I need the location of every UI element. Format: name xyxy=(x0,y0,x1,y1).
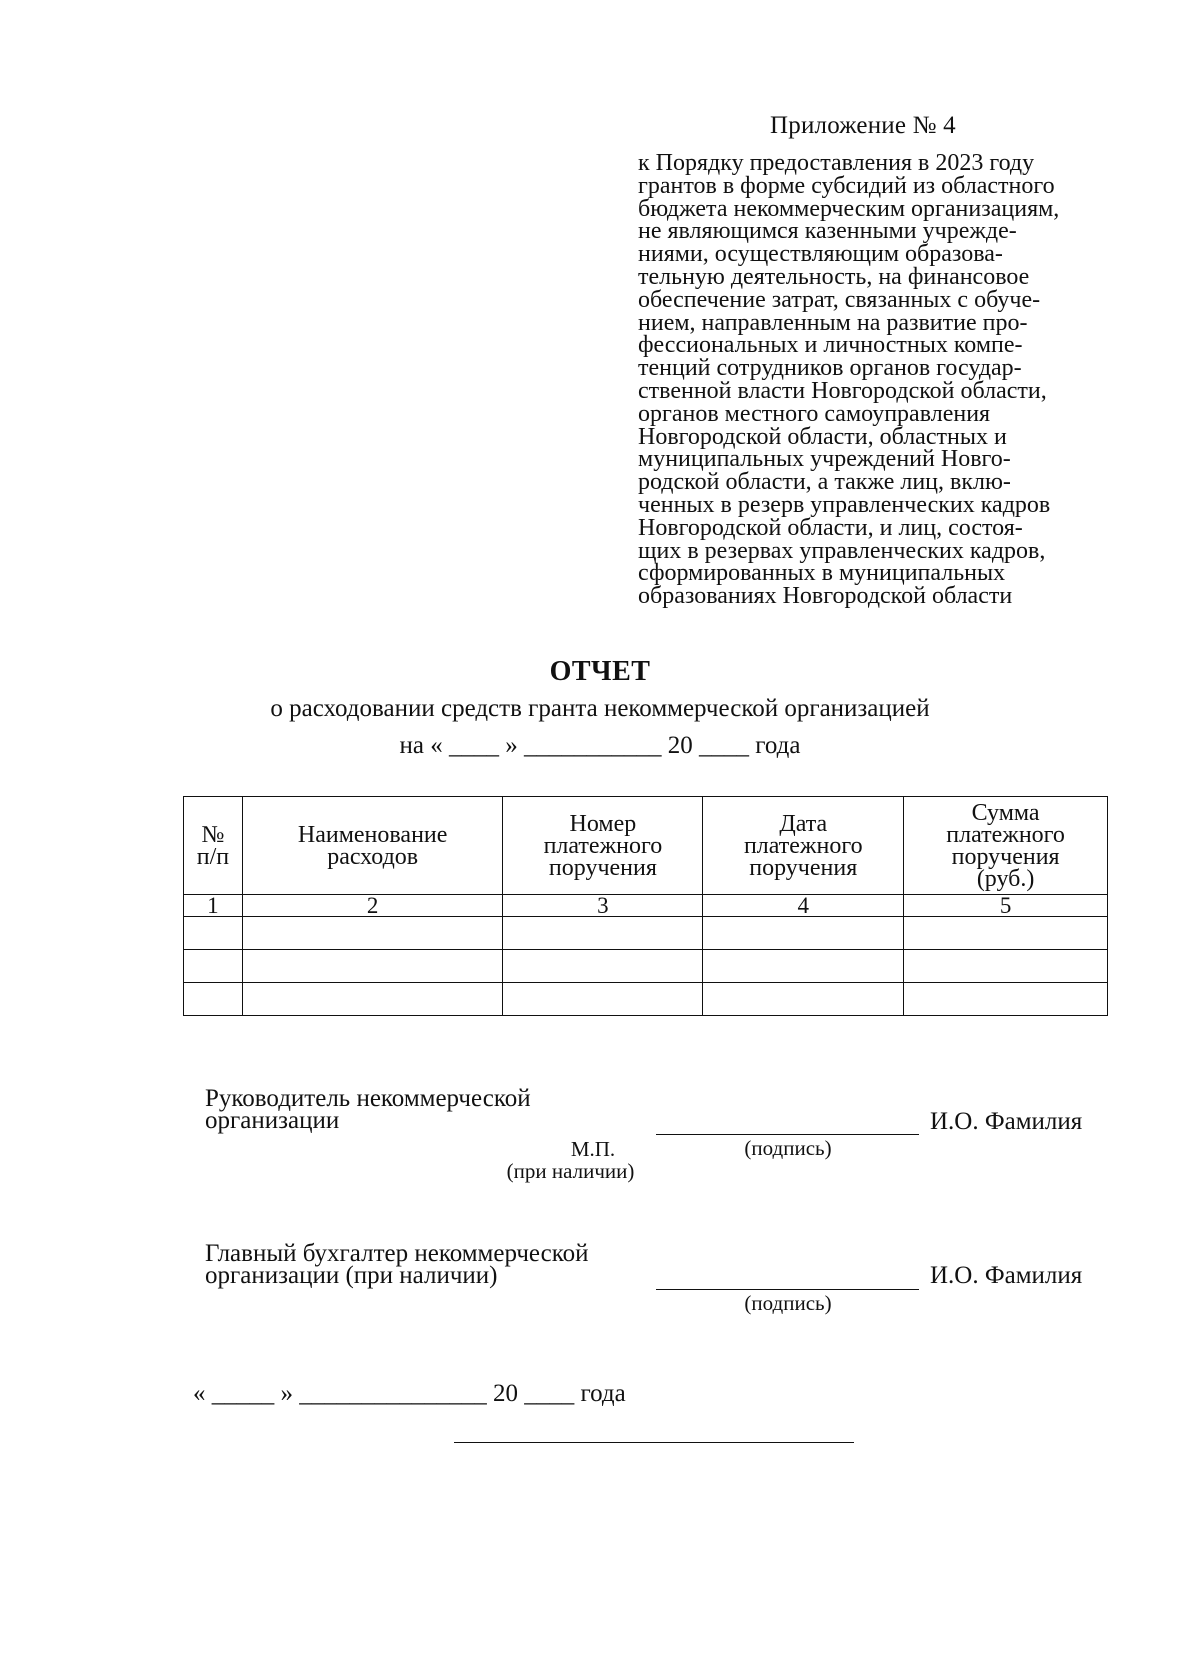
table-cell[interactable] xyxy=(242,917,503,950)
table-cell[interactable] xyxy=(242,950,503,983)
appendix-line: ственной власти Новгородской области, xyxy=(638,377,1047,404)
table-cell[interactable] xyxy=(184,917,243,950)
table-cell[interactable] xyxy=(703,950,904,983)
table-row xyxy=(184,983,1108,1016)
appendix-line: ченных в резерв управленческих кадров xyxy=(638,491,1051,518)
appendix-line: бюджета некоммерческим организациям, xyxy=(638,195,1060,222)
table-cell[interactable] xyxy=(904,983,1108,1016)
table-row xyxy=(184,950,1108,983)
appendix-line: не являющимся казенными учрежде- xyxy=(638,218,1017,245)
table-cell[interactable] xyxy=(184,950,243,983)
table-cell[interactable] xyxy=(503,917,703,950)
table-row xyxy=(184,917,1108,950)
appendix-line: тельную деятельность, на финансовое xyxy=(638,263,1030,290)
table-cell[interactable] xyxy=(703,983,904,1016)
appendix-line: родской области, а также лиц, вклю- xyxy=(638,469,1011,496)
head-signature-caption: (подпись) xyxy=(744,1136,832,1160)
appendix-line: ниями, осуществляющим образова- xyxy=(638,241,1003,268)
expenses-table xyxy=(183,796,1108,1016)
accountant-label-line-1: Главный бухгалтер некоммерческой xyxy=(205,1240,589,1267)
appendix-line: щих в резервах управленческих кадров, xyxy=(638,537,1046,564)
appendix-line: к Порядку предоставления в 2023 году xyxy=(638,150,1035,176)
appendix-body xyxy=(638,152,1108,608)
column-number: 4 xyxy=(703,895,904,917)
table-number-row xyxy=(184,895,1108,917)
head-name: И.О. Фамилия xyxy=(930,1108,1083,1135)
report-title: ОТЧЕТ xyxy=(549,656,651,687)
stamp-note: (при наличии) xyxy=(506,1159,635,1183)
accountant-name: И.О. Фамилия xyxy=(930,1262,1083,1289)
appendix-line: фессиональных и личностных компе- xyxy=(638,332,1023,359)
appendix-line: нием, направленным на развитие про- xyxy=(638,309,1028,336)
appendix-line: обеспечение затрат, связанных с обуче- xyxy=(638,286,1041,313)
column-number: 5 xyxy=(904,895,1108,917)
table-cell[interactable] xyxy=(703,917,904,950)
report-date-line: на « ____ » ___________ 20 ____ года xyxy=(399,732,801,759)
accountant-label-line-2: организации (при наличии) xyxy=(205,1262,498,1289)
stamp-label: М.П. xyxy=(570,1137,616,1161)
column-number: 2 xyxy=(242,895,503,917)
appendix-line: сформированных в муниципальных xyxy=(638,560,1006,587)
appendix-line: Новгородской области, областных и xyxy=(638,423,1007,450)
table-cell[interactable] xyxy=(242,983,503,1016)
table-cell[interactable] xyxy=(184,983,243,1016)
table-cell[interactable] xyxy=(503,983,703,1016)
accountant-signature-caption: (подпись) xyxy=(744,1291,832,1315)
report-subtitle: о расходовании средств гранта некоммерческой организацией xyxy=(270,695,930,722)
table-cell[interactable] xyxy=(503,950,703,983)
header-payment-order-sum: Сумма платежного поручения (руб.) xyxy=(904,797,1108,895)
table-header-row xyxy=(184,797,1108,895)
header-payment-order-date: Дата платежного поручения xyxy=(703,797,904,895)
table-cell[interactable] xyxy=(904,950,1108,983)
end-rule xyxy=(454,1442,854,1443)
accountant-signature-line[interactable] xyxy=(656,1289,919,1290)
appendix-line: тенций сотрудников органов государ- xyxy=(638,355,1022,382)
appendix-line: муниципальных учреждений Новго- xyxy=(638,446,1011,473)
header-expense-name: Наименование расходов xyxy=(242,797,503,895)
header-number: № п/п xyxy=(184,797,243,895)
appendix-line: органов местного самоуправления xyxy=(638,400,991,427)
head-label-line-1: Руководитель некоммерческой xyxy=(205,1085,531,1112)
appendix-line: грантов в форме субсидий из областного xyxy=(638,172,1055,199)
footer-date-line: « _____ » _______________ 20 ____ года xyxy=(193,1380,626,1407)
appendix-title: Приложение № 4 xyxy=(770,112,956,139)
column-number: 1 xyxy=(184,895,243,917)
column-number: 3 xyxy=(503,895,703,917)
appendix-line: Новгородской области, и лиц, состоя- xyxy=(638,514,1023,541)
head-label-line-2: организации xyxy=(205,1107,340,1134)
table-cell[interactable] xyxy=(904,917,1108,950)
head-signature-line[interactable] xyxy=(656,1134,919,1135)
appendix-line: образованиях Новгородской области xyxy=(638,583,1013,610)
header-payment-order-number: Номер платежного поручения xyxy=(503,797,703,895)
